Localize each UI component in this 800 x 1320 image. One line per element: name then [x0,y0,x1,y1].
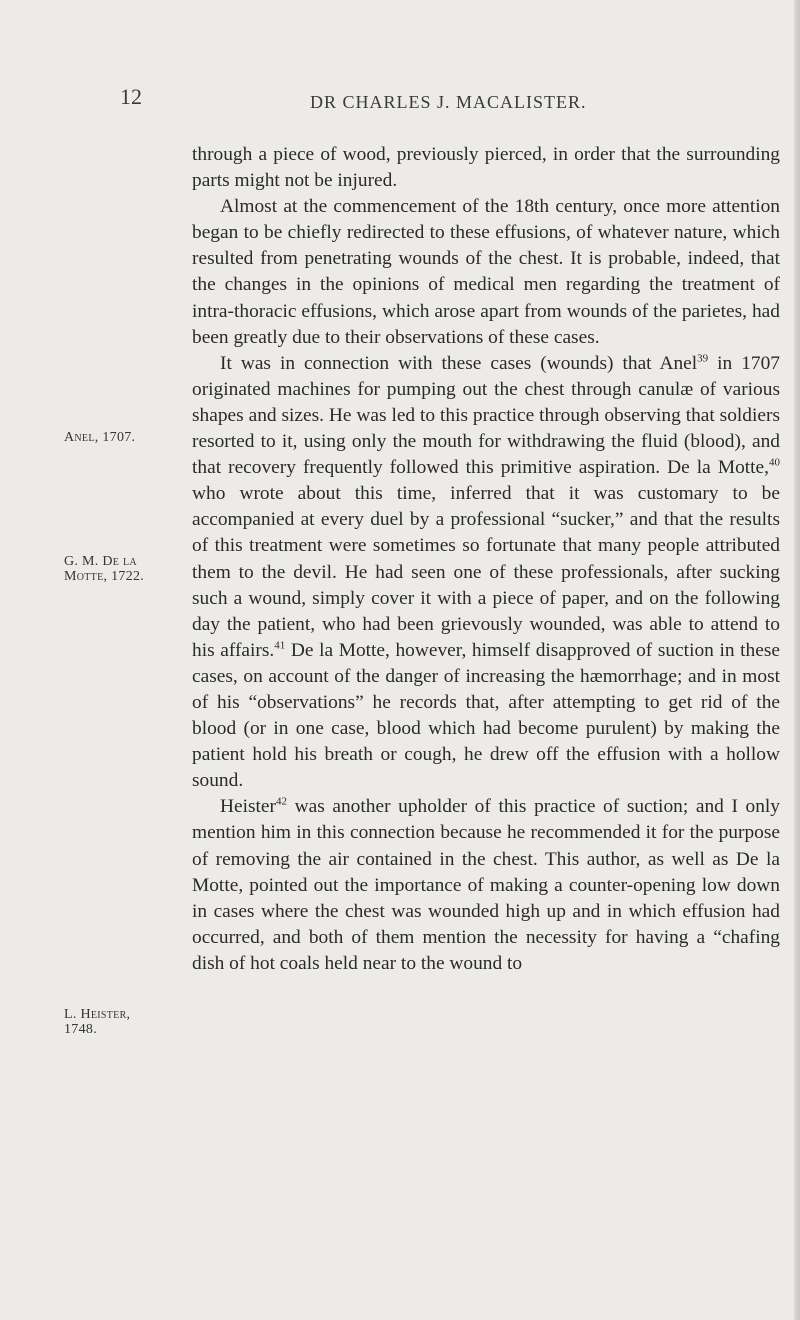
paragraph-3-part-b: in 1707 originated machines for pumping out the chest through canulæ of various shapes and sizes. He was led to this practice through observing that soldiers resorted to it, using only the mouth for withdrawing the fluid (blood), and that recovery frequently followed this primitive aspiration. De la Motte, [192,352,781,479]
paragraph-3-part-c: who wrote about this time, inferred that it was customary to be accompanied at every duel by a professional “sucker,” and that the results of this treatment were sometimes so fortunate that many people attributed them to the devil. He had seen one of these professionals, after sucking such a wound, simply cover it with a piece of paper, and on the following day the patient, who had been grievously wounded, was able to attend to his affairs. [192,483,780,661]
body-text [192,142,780,977]
margin-note-de-la-motte [64,554,144,584]
paragraph-4-part-b: was another upholder of this practice of suction; and I only mention him in this connection because he recommended it for the purpose of removing the air contained in the chest. This author, as well as De la Motte, pointed out the importance of making a counter-opening low down in cases where the chest was wounded high up and in which effusion had occurred, and both of them mention the necessity for having a “chafing dish of hot coals held near to the wound to [192,796,780,974]
paragraph-1: through a piece of wood, previously pierced, in order that the surrounding parts might not be injured. [192,144,780,192]
margin-note-anel-text: Anel, 1707. [64,430,136,445]
margin-note-de-la-motte-line2: Motte, 1722. [64,569,145,584]
footnote-ref-41: 41 [274,639,286,652]
running-head: DR CHARLES J. MACALISTER. [310,92,587,112]
paragraph-3-part-a: It was in connection with these cases (wounds) that Anel [220,352,698,374]
paragraph-4 [192,794,780,977]
margin-note-heister-line1: L. Heister, [64,1007,131,1022]
footnote-ref-40: 40 [769,456,780,469]
margin-note-heister-line2: 1748. [64,1022,97,1037]
paragraph-2: Almost at the commencement of the 18th century, once more attention began to be chiefly redirected to these effusions, of whatever nature, which resulted from penetrating wounds of the chest. It is probable, indeed, that the changes in the opinions of medical men regarding the treatment of intra-thoracic effusions, which arose apart from wounds of the parietes, had been greatly due to their observations of these cases. [192,196,780,348]
paragraph-3 [192,351,780,795]
paragraph-4-part-a: Heister [220,796,276,818]
paragraph-3-part-d: De la Motte, however, himself disapproved of suction in these cases, on account of the danger of increasing the hæmorrhage; and in most of his “observations” he records that, after attempting to get rid of the blood (or in one case, blood which had become purulent) by making the patient hold his breath or cough, he drew off the effusion with a hollow sound. [192,639,780,792]
page-number: 12 [120,84,142,109]
margin-note-anel [64,430,135,445]
page-edge [794,0,800,1320]
footnote-ref-42: 42 [276,795,287,808]
margin-note-heister [64,1007,130,1037]
margin-note-de-la-motte-line1: G. M. De la [64,554,137,569]
footnote-ref-39: 39 [697,352,709,365]
